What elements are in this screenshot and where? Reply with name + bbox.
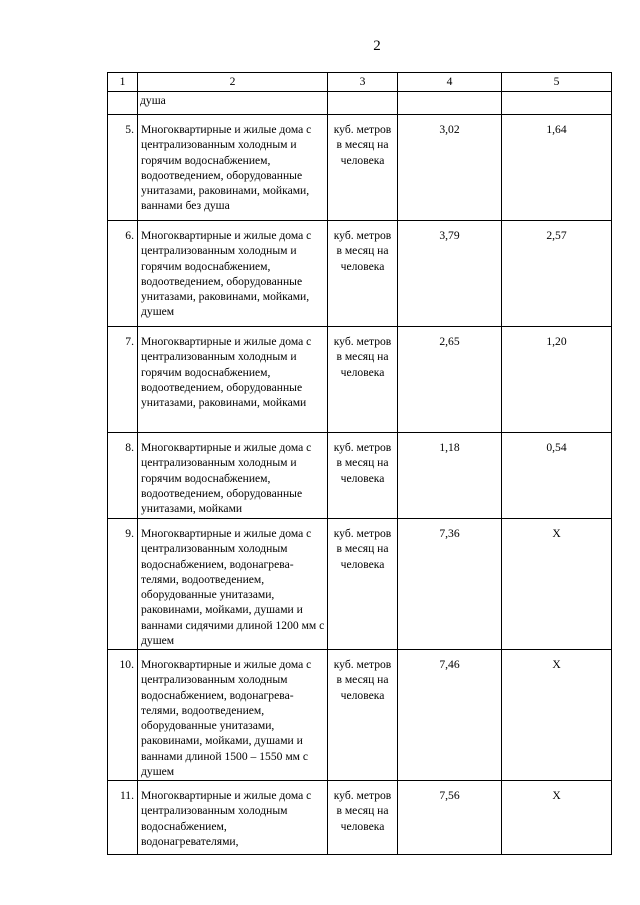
row-unit: куб. метров в месяц на человека (328, 781, 398, 855)
page-number-text: 2 (373, 38, 381, 54)
row-unit: куб. метров в месяц на человека (328, 221, 398, 327)
row-value-col5: 2,57 (502, 221, 612, 327)
header-col-2: 2 (138, 73, 328, 92)
continuation-value4 (398, 92, 502, 115)
table-row (108, 781, 612, 855)
row-value-col4: 3,02 (398, 115, 502, 221)
consumption-norms-table (107, 72, 612, 855)
row-unit: куб. метров в месяц на человека (328, 519, 398, 650)
row-value-col5: Х (502, 519, 612, 650)
row-value-col5: 0,54 (502, 433, 612, 519)
row-number: 8. (108, 433, 138, 519)
header-col-5: 5 (502, 73, 612, 92)
row-number: 5. (108, 115, 138, 221)
row-value-col4: 7,46 (398, 650, 502, 781)
table-row (108, 221, 612, 327)
row-value-col4: 7,56 (398, 781, 502, 855)
row-number: 10. (108, 650, 138, 781)
row-description: Многоквартирные и жилые дома с централизованным холодным и горячим водоснабжением, водоотведением, оборудованные унитазами, раковинами, мойками, душем (138, 221, 328, 327)
row-unit: куб. метров в месяц на человека (328, 433, 398, 519)
row-value-col4: 7,36 (398, 519, 502, 650)
row-value-col5: 1,20 (502, 327, 612, 433)
table-row (108, 327, 612, 433)
row-description: Многоквартирные и жилые дома с централизованным холодным и горячим водоснабжением, водоотведением, оборудованные унитазами, раковинами, мойками (138, 327, 328, 433)
row-unit: куб. метров в месяц на человека (328, 650, 398, 781)
row-value-col4: 1,18 (398, 433, 502, 519)
table-row (108, 650, 612, 781)
table-row (108, 433, 612, 519)
page-number (57, 38, 640, 55)
row-number: 6. (108, 221, 138, 327)
row-number: 7. (108, 327, 138, 433)
header-col-3: 3 (328, 73, 398, 92)
table-row (108, 519, 612, 650)
header-col-1: 1 (108, 73, 138, 92)
table-header-row (108, 73, 612, 92)
table-row (108, 115, 612, 221)
row-description: Многоквартирные и жилые дома с централизованным холодным водоснабжением, водонагрева-телями, водоотведением, оборудованные унитазами, раковинами, мойками, душами и ваннами сидячими длиной 1200 мм с душем (138, 519, 328, 650)
row-value-col5: Х (502, 781, 612, 855)
row-unit: куб. метров в месяц на человека (328, 115, 398, 221)
row-number: 11. (108, 781, 138, 855)
row-value-col5: Х (502, 650, 612, 781)
row-unit: куб. метров в месяц на человека (328, 327, 398, 433)
row-value-col5: 1,64 (502, 115, 612, 221)
row-value-col4: 3,79 (398, 221, 502, 327)
row-value-col4: 2,65 (398, 327, 502, 433)
header-col-4: 4 (398, 73, 502, 92)
row-number: 9. (108, 519, 138, 650)
continuation-unit (328, 92, 398, 115)
continuation-value5 (502, 92, 612, 115)
continuation-row (108, 92, 612, 115)
row-description: Многоквартирные и жилые дома с централизованным холодным водоснабжением, водонагревателями, (138, 781, 328, 855)
continuation-description: душа (138, 92, 328, 115)
row-description: Многоквартирные и жилые дома с централизованным холодным и горячим водоснабжением, водоотведением, оборудованные унитазами, мойками (138, 433, 328, 519)
row-description: Многоквартирные и жилые дома с централизованным холодным и горячим водоснабжением, водоотведением, оборудованные унитазами, раковинами, мойками, ваннами без душа (138, 115, 328, 221)
continuation-num (108, 92, 138, 115)
row-description: Многоквартирные и жилые дома с централизованным холодным водоснабжением, водонагрева-телями, водоотведением, оборудованные унитазами, раковинами, мойками, душами и ваннами длиной 1500 – 1550 мм с душем (138, 650, 328, 781)
